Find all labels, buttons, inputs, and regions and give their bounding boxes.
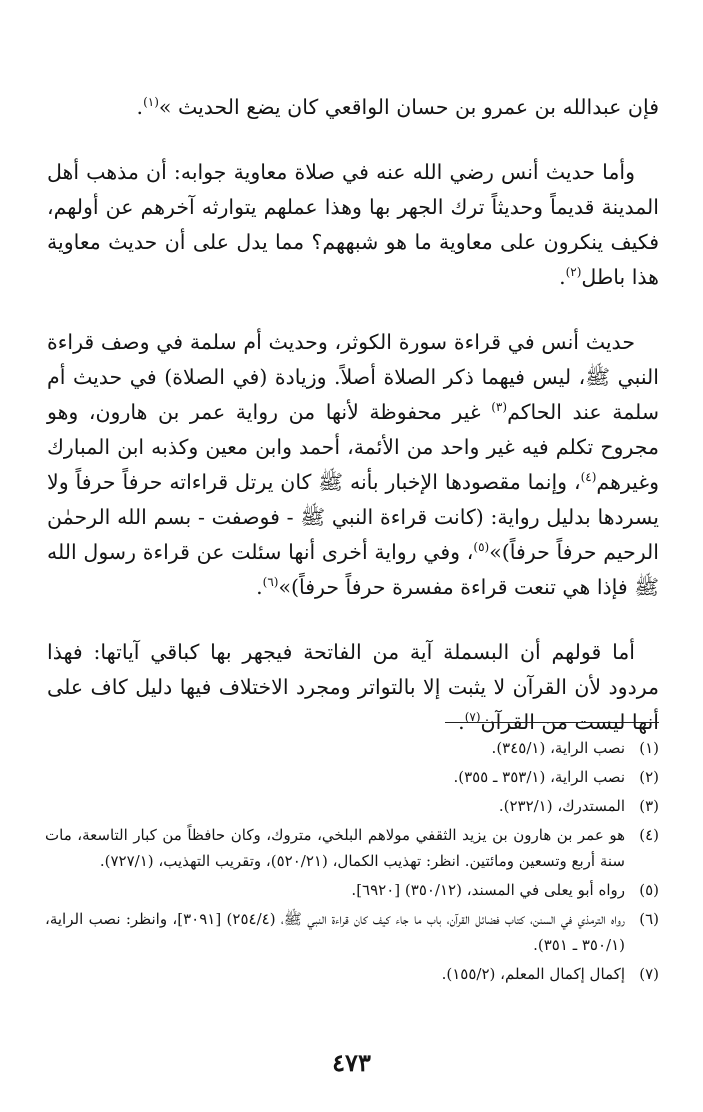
main-text: [47, 90, 659, 740]
footnote-number: (٦): [639, 910, 659, 928]
paragraph-4: [47, 635, 659, 740]
footnote-ref-6[interactable]: (٦): [262, 575, 279, 590]
footnote-text: رواه أبو يعلى في المسند، (٣٥٠/١٢) [٦٩٢٠].: [351, 881, 625, 899]
footnote-text: هو عمر بن هارون بن يزيد الثقفي مولاهم البلخي، متروك، وكان حافظاً من كبار التاسعة، مات سنة أربع وتسعين ومائتين. انظر: تهذيب الكمال، (٥٢٠/٢١)، وتقريب التهذيب، (٧٢٧/١).: [45, 826, 625, 870]
paragraph-2-end: .: [559, 265, 566, 289]
paragraph-2-text: وأما حديث أنس رضي الله عنه في صلاة معاوية جوابه: أن مذهب أهل المدينة قديماً وحديثاً ترك الجهر بها وهذا عملهم يتوارثه آخرهم عن أولهم، فكيف ينكرون على معاوية ما هو شبههم؟ مما يدل على أن حديث معاوية هذا باطل: [47, 160, 659, 289]
footnote-text: المستدرك، (٢٣٢/١).: [498, 797, 625, 815]
paragraph-3: [47, 325, 659, 605]
footnote-item: [45, 735, 659, 761]
footnote-number: (٥): [639, 881, 659, 899]
footnote-number: (٢): [639, 768, 659, 786]
footnote-item: [45, 764, 659, 790]
paragraph-3-part-b: غير محفوظة لأنها من رواية عمر بن هارون، وهو مجروح تكلم فيه غير واحد من الأئمة، أحمد وابن معين وكذبه ابن المبارك وغيرهم: [47, 400, 659, 494]
footnote-ref-3[interactable]: (٣): [491, 400, 508, 415]
footnote-ref-4[interactable]: (٤): [580, 470, 597, 485]
footnote-item: [45, 822, 659, 874]
paragraph-1-end: .: [136, 95, 144, 119]
footnote-ref-7[interactable]: (٧): [464, 710, 481, 725]
footnote-number: (١): [639, 739, 659, 757]
footnote-text: إكمال إكمال المعلم، (١٥٥/٢).: [441, 965, 625, 983]
paragraph-3-part-d: ، وفي رواية أخرى أنها سئلت عن قراءة رسول الله ﷺ فإذا هي تنعت قراءة مفسرة حرفاً حرفاً)»: [47, 540, 659, 599]
paragraph-gap: [47, 605, 659, 635]
paragraph-gap: [47, 125, 659, 155]
footnote-ref-5[interactable]: (٥): [473, 540, 490, 555]
paragraph-4-end: .: [458, 710, 465, 734]
page-number: ٤٧٣: [332, 1048, 371, 1077]
footnote-item: [45, 793, 659, 819]
paragraph-1-text: فإن عبدالله بن عمرو بن حسان الواقعي كان يضع الحديث »: [158, 95, 659, 119]
paragraph-4-text: أما قولهم أن البسملة آية من الفاتحة فيجهر بها كباقي آياتها: فهذا مردود لأن القرآن لا يثبت إلا بالتواتر ومجرد الاختلاف فيها دليل كاف على أنها ليست من القرآن: [47, 640, 659, 734]
footnote-separator: [445, 722, 659, 723]
paragraph-3-end: .: [256, 575, 263, 599]
paragraph-2: [47, 155, 659, 295]
footnote-text: رواه الترمذي في السنن، كتاب فضائل القرآن، باب ما جاء كيف كان قراءة النبي ﷺ، (٢٥٤/٤) [٣٠٩١]، وانظر: نصب الراية، (٣٥٠/١ ـ ٣٥١).: [45, 910, 626, 954]
footnote-item: [45, 961, 659, 987]
footnote-number: (٤): [639, 826, 659, 844]
paragraph-gap: [47, 295, 659, 325]
footnote-ref-1[interactable]: (١): [143, 95, 159, 110]
footnote-number: (٧): [639, 965, 659, 983]
footnote-number: (٣): [639, 797, 659, 815]
footnote-text: نصب الراية، (٣٥٣/١ ـ ٣٥٥).: [453, 768, 625, 786]
footnote-text: نصب الراية، (٣٤٥/١).: [491, 739, 625, 757]
footnote-item: [45, 877, 659, 903]
paragraph-3-part-a: حديث أنس في قراءة سورة الكوثر، وحديث أم سلمة في وصف قراءة النبي ﷺ، ليس فيهما ذكر الصلاة أصلاً. وزيادة (في الصلاة) في حديث أم سلمة عند الحاكم: [47, 330, 660, 424]
footnote-item: [45, 906, 659, 958]
paragraph-3-part-c: ، وإنما مقصودها الإخبار بأنه ﷺ كان يرتل قراءاته حرفاً حرفاً ولا يسردها بدليل رواية: (كانت قراءة النبي ﷺ - فوصفت - بسم الله الرحمٰن الرحيم حرفاً حرفاً)»: [47, 470, 659, 564]
footnotes: [45, 735, 659, 990]
paragraph-1: [47, 90, 659, 125]
footnote-ref-2[interactable]: (٢): [565, 265, 582, 280]
